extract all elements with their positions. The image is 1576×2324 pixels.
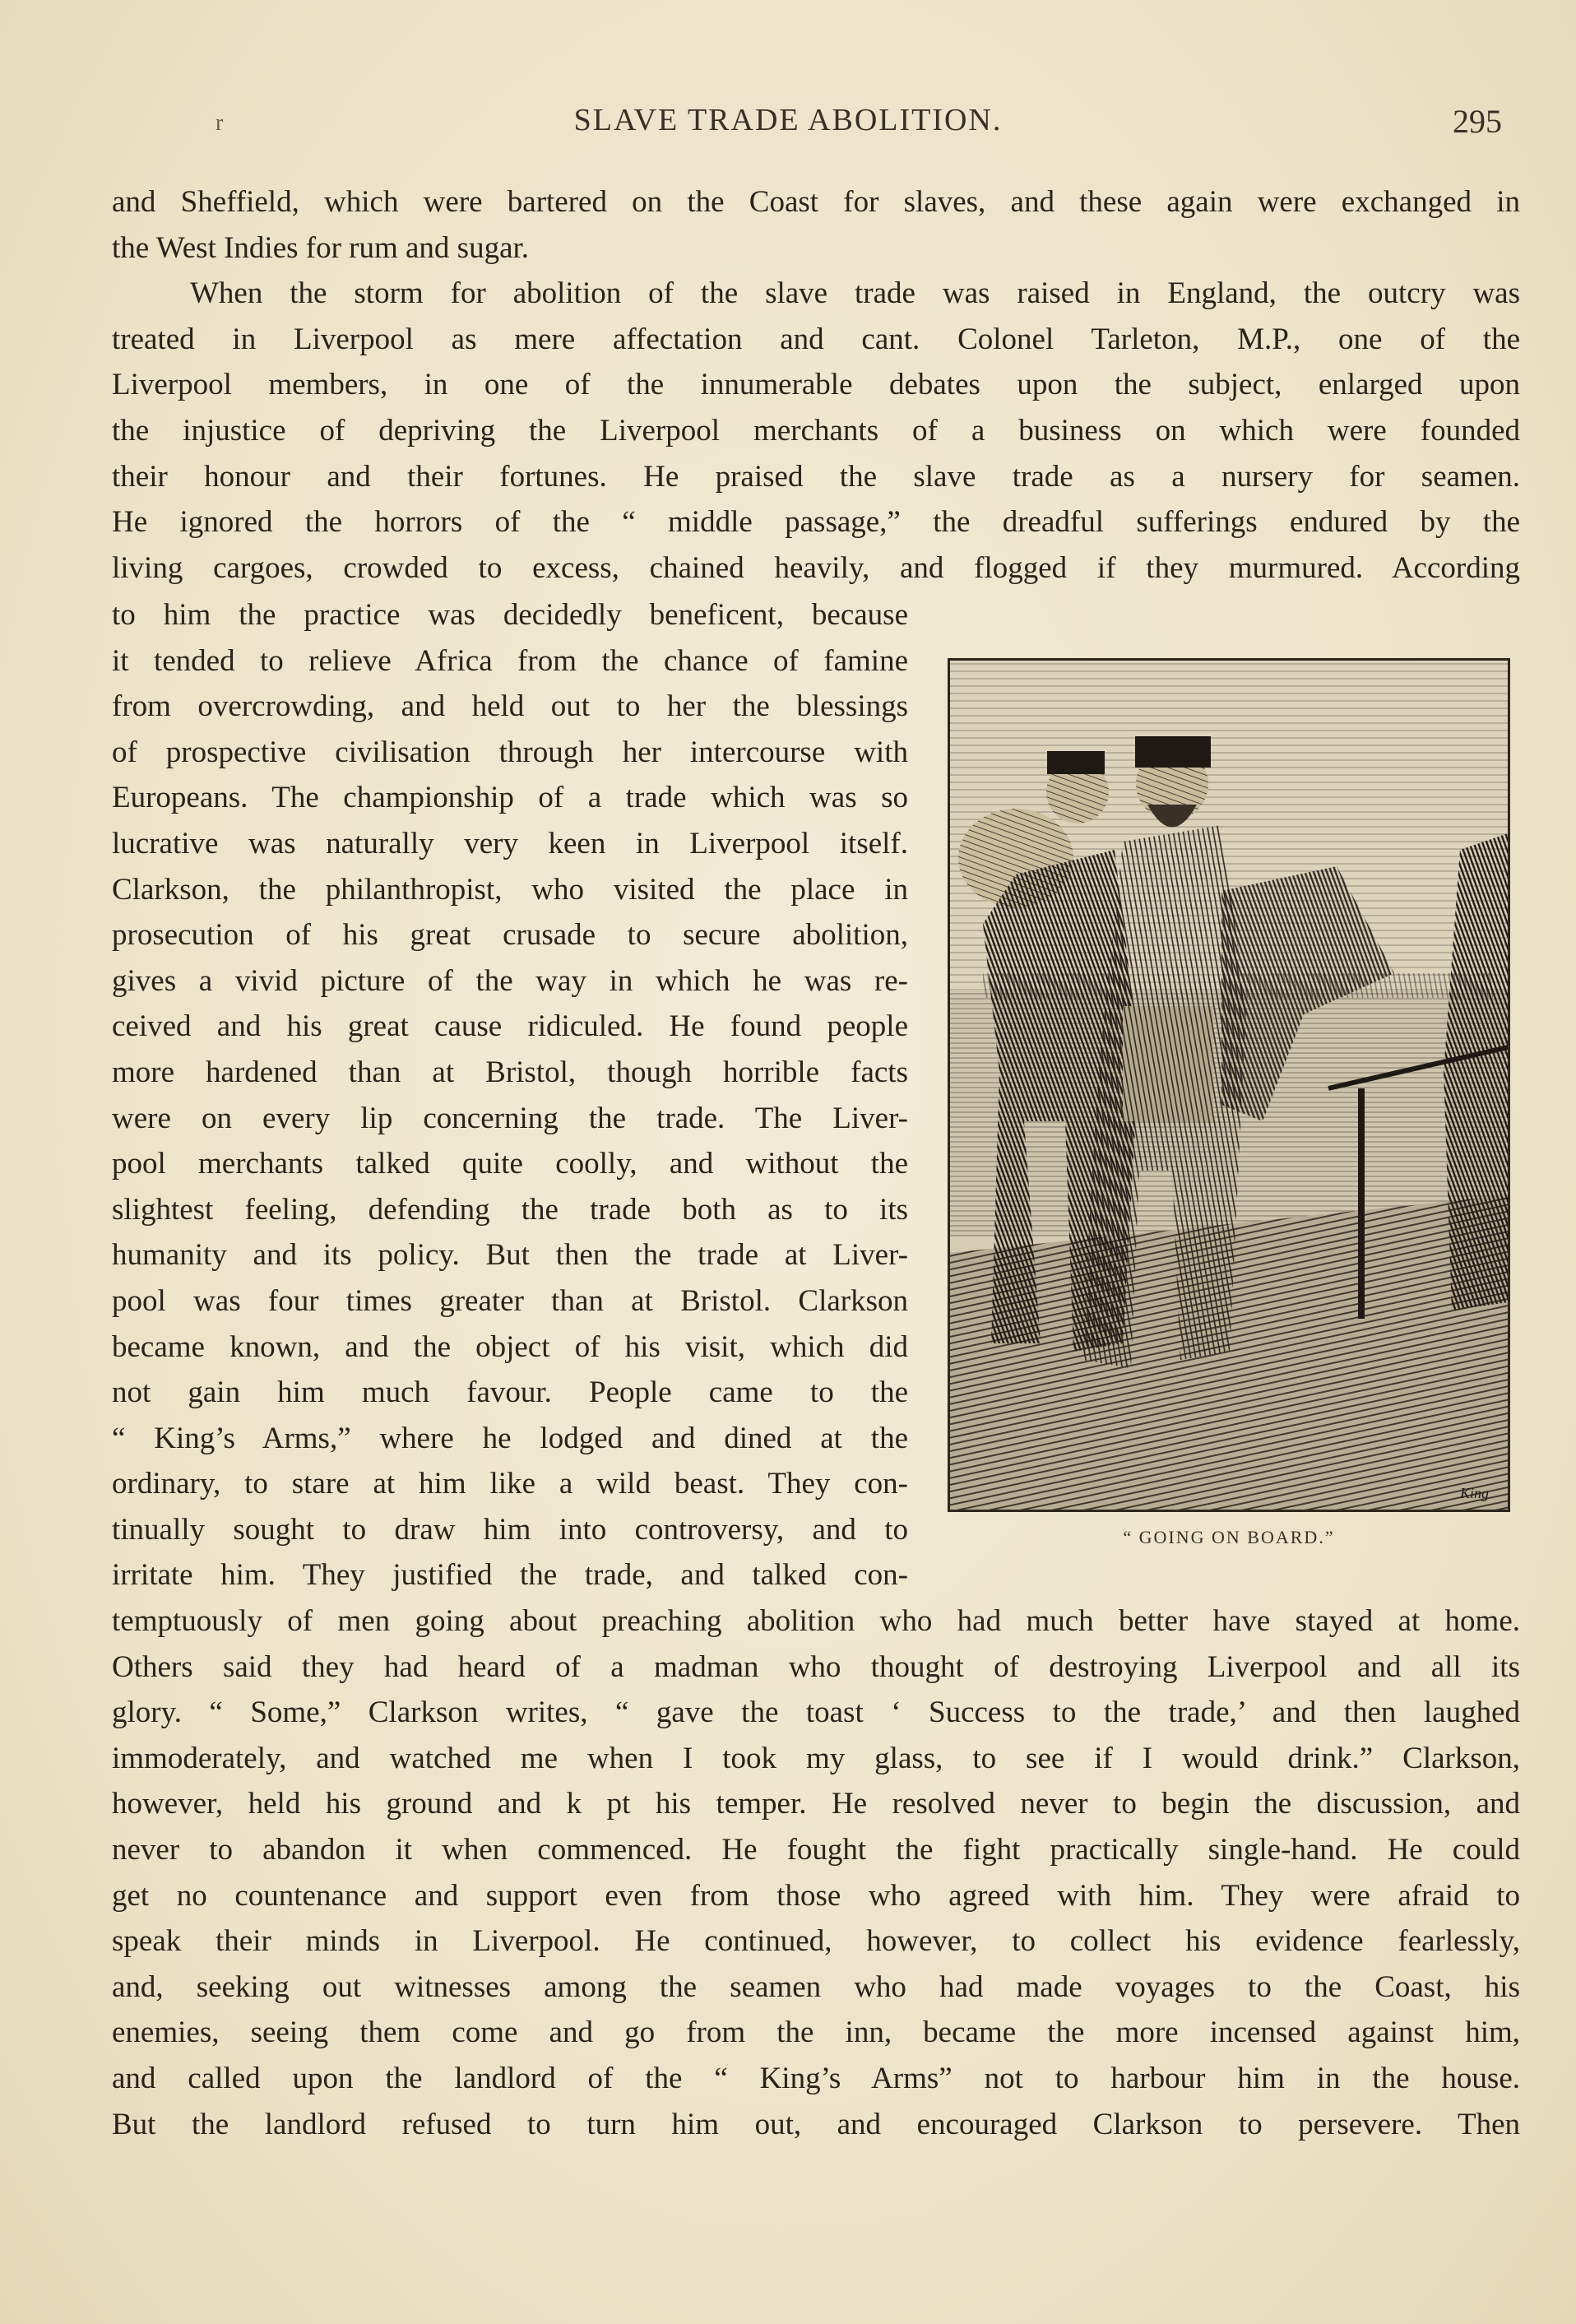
body-text-wrapped [112, 592, 908, 1598]
header-mark: r [216, 110, 224, 136]
text-line: glory. “ Some,” Clarkson writes, “ gave the toast ‘ Success to the trade,’ and then laughed [112, 1695, 1520, 1730]
text-line: But the landlord refused to turn him out, and encouraged Clarkson to persevere. Then [112, 2107, 1520, 2141]
text-line: enemies, seeing them come and go from the inn, became the more incensed against him, [112, 2016, 1520, 2050]
text-line: it tended to relieve Africa from the chance of famine [112, 643, 908, 678]
text-line: humanity and its policy. But then the trade at Liver- [112, 1238, 908, 1273]
text-line: however, held his ground and k pt his temper. He resolved never to begin the discussion, and [112, 1787, 1520, 1821]
text-line: not gain him much favour. People came to the [112, 1375, 908, 1410]
body-text-top [112, 179, 1520, 591]
text-line: the injustice of depriving the Liverpool merchants of a business on which were founded [112, 413, 1520, 448]
text-line: and, seeking out witnesses among the seamen who had made voyages to the Coast, his [112, 1969, 1520, 2004]
text-line: ceived and his great cause ridiculed. He found people [112, 1009, 908, 1044]
text-line: living cargoes, crowded to excess, chained heavily, and flogged if they murmured. According [112, 550, 1520, 585]
text-line: and called upon the landlord of the “ King’s Arms” not to harbour him in the house. [112, 2061, 1520, 2095]
text-line: pool merchants talked quite coolly, and without the [112, 1147, 908, 1181]
text-line: more hardened than at Bristol, though horrible facts [112, 1055, 908, 1089]
text-line: tinually sought to draw him into controversy, and to [112, 1512, 908, 1547]
text-line: irritate him. They justified the trade, and talked con- [112, 1558, 908, 1593]
text-line: treated in Liverpool as mere affectation and cant. Colonel Tarleton, M.P., one of the [112, 322, 1520, 356]
text-line: the West Indies for rum and sugar. [112, 230, 530, 265]
text-line: He ignored the horrors of the “ middle passage,” the dreadful sufferings endured by the [112, 505, 1520, 540]
text-line: of prospective civilisation through her intercourse with [112, 735, 908, 769]
page-number: 295 [1453, 103, 1502, 140]
text-line: When the storm for abolition of the slave trade was raised in England, the outcry was [190, 276, 1520, 311]
text-line: ordinary, to stare at him like a wild beast. They con- [112, 1467, 908, 1501]
crate [1123, 1006, 1213, 1121]
running-title: SLAVE TRADE ABOLITION. [573, 103, 1003, 137]
text-line: immoderately, and watched me when I took my glass, to see if I would drink.” Clarkson, [112, 1741, 1520, 1775]
text-line: Liverpool members, in one of the innumerable debates upon the subject, enlarged upon [112, 368, 1520, 402]
text-line: Clarkson, the philanthropist, who visited the place in [112, 872, 908, 907]
figure-caption: “ GOING ON BOARD.” [1123, 1527, 1335, 1547]
text-line: to him the practice was decidedly beneficent, because [112, 598, 908, 632]
body-text-bottom [112, 1598, 1520, 2147]
text-line: and Sheffield, which were bartered on the Coast for slaves, and these again were exchanged in [112, 185, 1520, 219]
running-header [0, 92, 1576, 141]
text-line: temptuously of men going about preaching abolition who had much better have stayed at home. [112, 1604, 1520, 1638]
text-line: never to abandon it when commenced. He fought the fight practically single-hand. He could [112, 1832, 1520, 1867]
text-line: speak their minds in Liverpool. He continued, however, to collect his evidence fearlessly, [112, 1924, 1520, 1959]
engraving-going-on-board [948, 658, 1510, 1512]
text-line: prosecution of his great crusade to secure abolition, [112, 918, 908, 953]
text-line: became known, and the object of his visit, which did [112, 1329, 908, 1364]
text-line: pool was four times greater than at Bristol. Clarkson [112, 1283, 908, 1318]
text-line: get no countenance and support even from those who agreed with him. They were afraid to [112, 1878, 1520, 1913]
text-line: “ King’s Arms,” where he lodged and dined at the [112, 1421, 908, 1455]
engraver-signature: King [1460, 1485, 1490, 1501]
text-line: from overcrowding, and held out to her the blessings [112, 689, 908, 724]
text-line: lucrative was naturally very keen in Liverpool itself. [112, 826, 908, 860]
text-line: their honour and their fortunes. He praised the slave trade as a nursery for seamen. [112, 459, 1520, 494]
text-line: slightest feeling, defending the trade both as to its [112, 1192, 908, 1227]
text-line: Europeans. The championship of a trade which was so [112, 781, 908, 815]
text-line: were on every lip concerning the trade. The Liver- [112, 1101, 908, 1135]
text-line: Others said they had heard of a madman who thought of destroying Liverpool and all its [112, 1649, 1520, 1684]
text-line: gives a vivid picture of the way in which he was re- [112, 963, 908, 998]
